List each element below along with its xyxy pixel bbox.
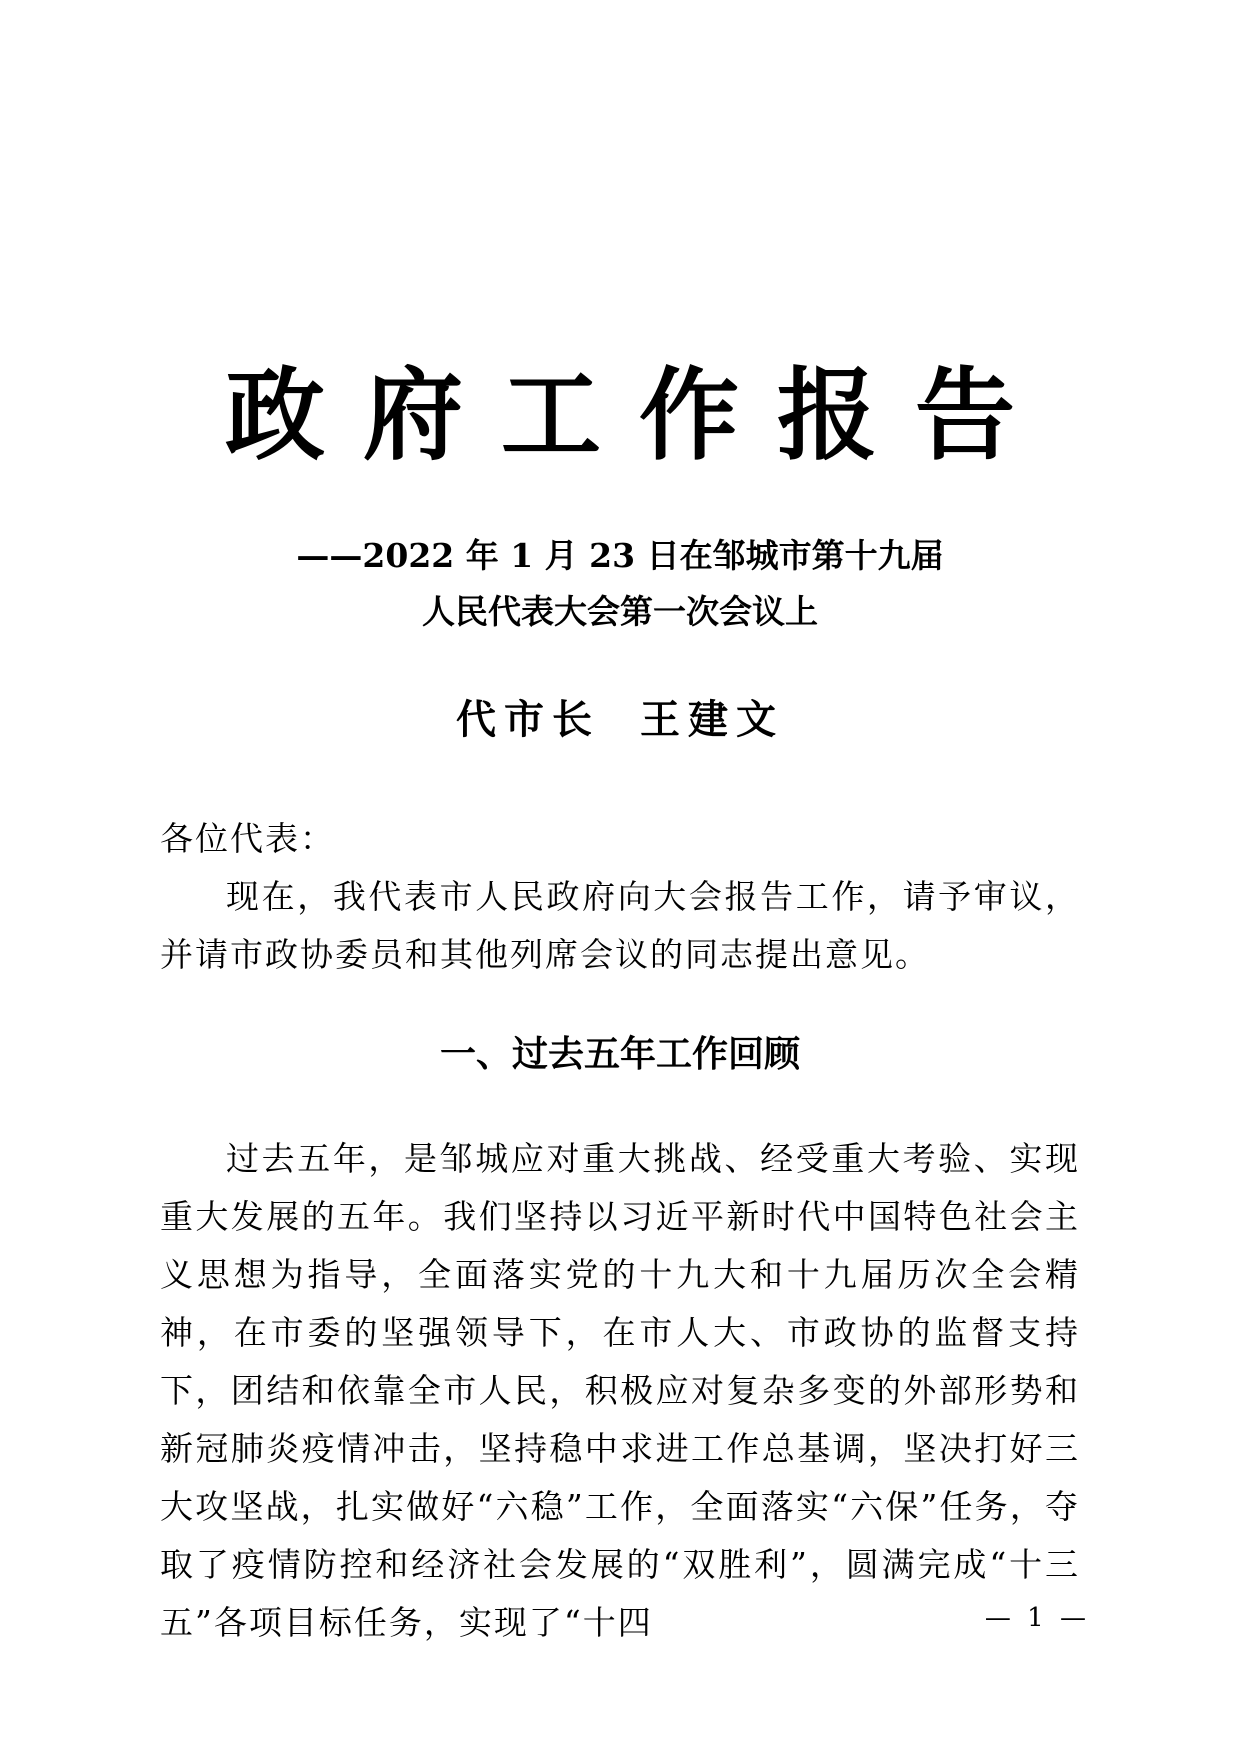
author-role: 代市长 (456, 696, 600, 743)
document-subtitle-line2: 人民代表大会第一次会议上 (422, 592, 818, 631)
document-author (0, 690, 1240, 750)
document-subtitle-line1: ——2022 年 1 月 23 日在邹城市第十九届 (296, 536, 944, 575)
body-paragraph: 过去五年，是邹城应对重大挑战、经受重大考验、实现重大发展的五年。我们坚持以习近平新时代中国特色社会主义思想为指导，全面落实党的十九大和十九届历次全会精神，在市委的坚强领导下，在市人大、市政协的监督支持下，团结和依靠全市人民，积极应对复杂多变的外部形势和新冠肺炎疫情冲击，坚持稳中求进工作总基调，坚决打好三大攻坚战，扎实做好“六稳”工作，全面落实“六保”任务，夺取了疫情防控和经济社会发展的“双胜利”，圆满完成“十三五”各项目标任务，实现了“十四 (160, 1139, 1080, 1642)
document-title: 政府工作报告 (225, 356, 1053, 474)
intro-paragraph: 现在，我代表市人民政府向大会报告工作，请予审议，并请市政协委员和其他列席会议的同志提出意见。 (160, 877, 1080, 974)
greeting: 各位代表： (160, 819, 335, 858)
author-name: 王建文 (640, 696, 784, 743)
section-heading: 一、过去五年工作回顾 (439, 1034, 800, 1075)
page-number: — 1 — (984, 1603, 1090, 1633)
